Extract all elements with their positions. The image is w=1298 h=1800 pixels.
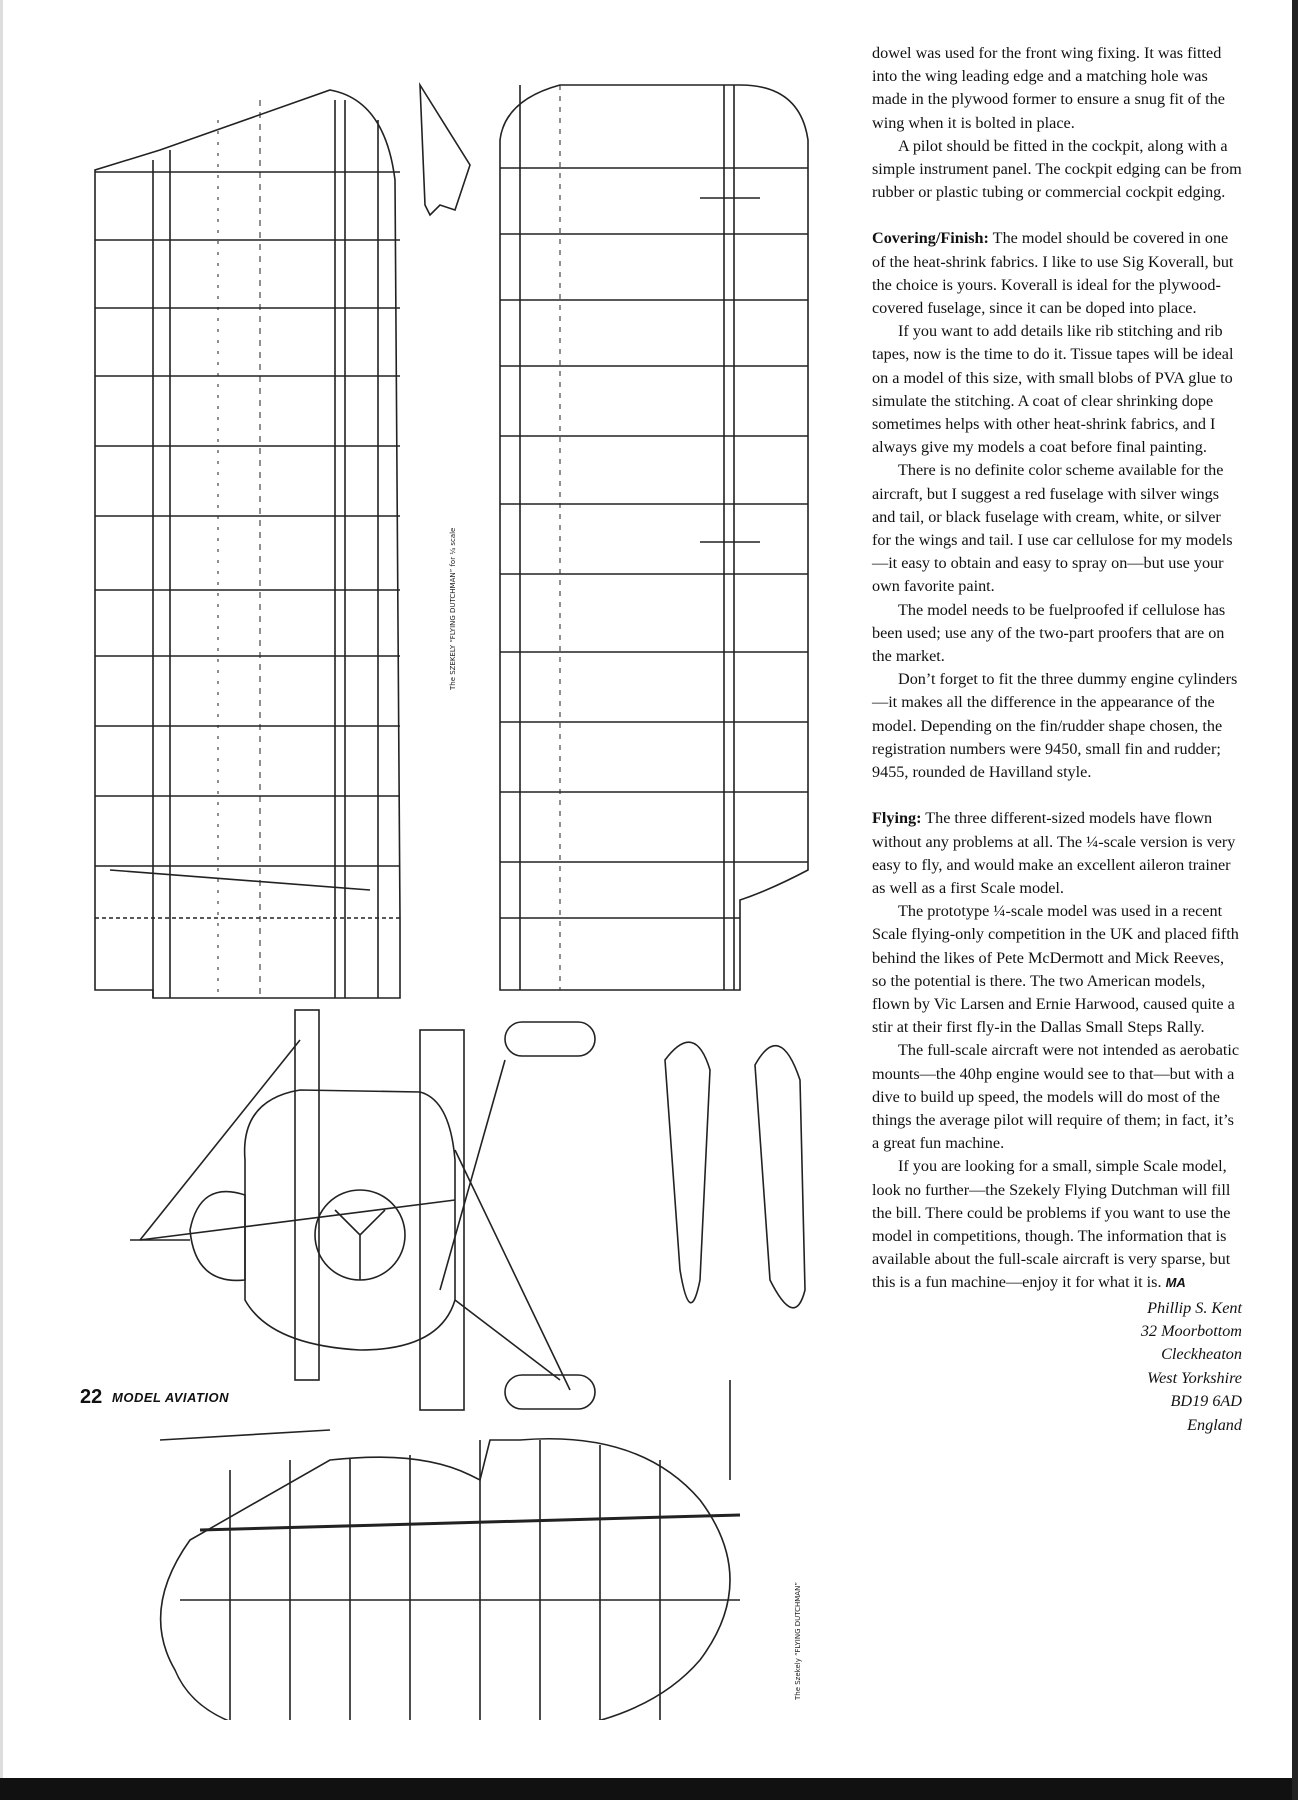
tailplane-plan	[161, 1439, 740, 1720]
wing-plan-note: The SZEKELY “FLYING DUTCHMAN” for ¼ scale	[449, 527, 457, 690]
airfoil-section-2	[755, 1046, 805, 1308]
section-heading-covering: Covering/Finish:	[872, 229, 989, 248]
address-country: England	[1187, 1415, 1242, 1434]
paragraph: The prototype ¼-scale model was used in a recent Scale flying-only competition in the UK and placed fifth behind the likes of Pete McDermott and Mick Reeves, so the potential is there. The two American models, flown by Vic Larsen and Ernie Harwood, caused quite a stir at their first fly-in the Dallas Small Steps Rally.	[872, 902, 1239, 1037]
end-mark: MA	[1165, 1275, 1186, 1291]
address-town: Cleckheaton	[1161, 1345, 1242, 1364]
scan-bottom-edge	[0, 1778, 1298, 1800]
magazine-name: MODEL AVIATION	[112, 1390, 230, 1405]
address-county: West Yorkshire	[1147, 1368, 1242, 1387]
paragraph: The full-scale aircraft were not intended as aerobatic mounts—the 40hp engine would see to that—but with a dive to build up speed, the models will do most of the things the average pilot will require of them; in fact, it’s a great fun machine.	[872, 1041, 1240, 1153]
paragraph: A pilot should be fitted in the cockpit, along with a simple instrument panel. The cockpit edging can be from rubber or plastic tubing or commercial cockpit edging.	[872, 136, 1242, 202]
page-number: 22	[80, 1386, 103, 1408]
author-address	[872, 1297, 1242, 1437]
airfoil-section-1	[665, 1042, 710, 1303]
paragraph: The model needs to be fuelproofed if cellulose has been used; use any of the two-part proofers that are on the market.	[872, 600, 1226, 666]
paragraph: If you want to add details like rib stitching and rib tapes, now is the time to do it. Tissue tapes will be ideal on a model of this size, with small blobs of PVA glue to simulate the stitching. A coat of clear shrinking dope sometimes helps with other heat-shrink fabrics, and I always give my models a coat before final painting.	[872, 322, 1234, 457]
tail-plan-note: The Szekely “FLYING DUTCHMAN”	[794, 1582, 802, 1700]
right-wing-plan	[500, 85, 808, 990]
aileron-detail	[420, 85, 470, 215]
article-text-column	[872, 42, 1242, 1437]
address-postcode: BD19 6AD	[1170, 1392, 1242, 1411]
author-name: Phillip S. Kent	[1147, 1298, 1242, 1317]
paragraph: Don’t forget to fit the three dummy engine cylinders—it makes all the difference in the appearance of the model. Depending on the fin/rudder shape chosen, the registration numbers were 9450, small fin and rudder; 9455, rounded de Havilland style.	[872, 670, 1238, 782]
paragraph: There is no definite color scheme available for the aircraft, but I suggest a red fuselage with silver wings and tail, or black fuselage with cream, white, or silver for the wings and tail. I use car cellulose for my models—it easy to obtain and easy to spray on—but use your own favorite paint.	[872, 461, 1233, 596]
fuselage-top-view	[130, 1010, 595, 1440]
address-street: 32 Moorbottom	[1140, 1321, 1242, 1340]
left-wing-plan	[95, 90, 400, 998]
paragraph: dowel was used for the front wing fixing. It was fitted into the wing leading edge and a matching hole was made in the plywood former to ensure a snug fit of the wing when it is bolted in place.	[872, 44, 1225, 132]
section-heading-flying: Flying:	[872, 809, 922, 828]
paragraph: If you are looking for a small, simple Scale model, look no further—the Szekely Flying Dutchman will fill the bill. There could be problems if you want to use the model in competitions, though. The information that is available about the full-scale aircraft is very sparse, but this is a fun machine—enjoy it for what it is. MA	[872, 1157, 1231, 1292]
paragraph-covering: Covering/Finish: The model should be covered in one of the heat-shrink fabrics. I like to use Sig Koverall, but the choice is yours. Koverall is ideal for the plywood-covered fuselage, since it can be doped into place.	[872, 229, 1234, 318]
scan-right-edge	[1292, 0, 1298, 1800]
paragraph-flying: Flying: The three different-sized models have flown without any problems at all. The ¼-scale version is very easy to fly, and would make an excellent aileron trainer as well as a first Scale model.	[872, 809, 1236, 897]
